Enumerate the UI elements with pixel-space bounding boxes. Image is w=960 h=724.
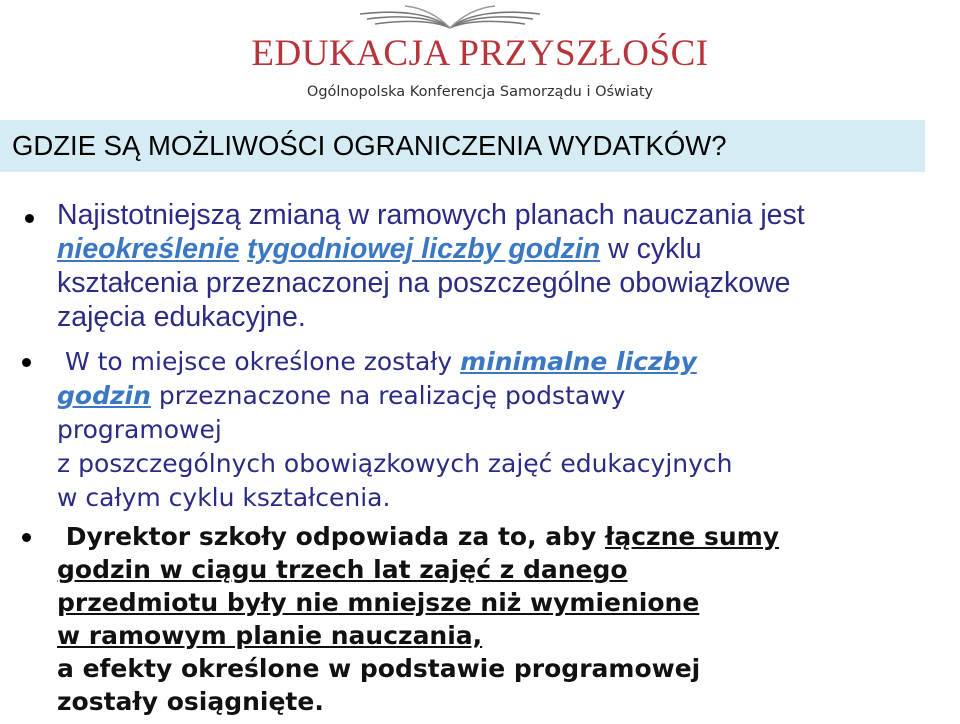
bullet-3 [57, 520, 957, 718]
bullet-2-line-2-rest: przeznaczone na realizację podstawy [150, 381, 626, 410]
brand-subtitle: Ogólnopolska Konferencja Samorządu i Oświaty [306, 84, 654, 100]
bullet-1-line-1: Najistotniejszą zmianą w ramowych planach nauczania jest [57, 199, 805, 231]
bullet-dot [22, 358, 31, 367]
emphasis-minimalne: minimalne liczby [460, 347, 697, 376]
bullet-2-line-1 [57, 345, 957, 379]
bullet-3-lead: Dyrektor szkoły odpowiada za to, aby [65, 522, 606, 551]
emphasis-tygodniowej: tygodniowej liczby godzin [247, 233, 601, 265]
emphasis-godzin: godzin [57, 381, 151, 410]
bullet-1-line-4: zajęcia edukacyjne. [57, 301, 306, 333]
bullet-3-line-3: przedmiotu były nie mniejsze niż wymienione [57, 588, 700, 617]
bullet-1-line-2 [57, 232, 957, 266]
bullet-1 [57, 198, 957, 334]
bullet-dot [25, 214, 34, 223]
bullet-3-line-1 [57, 520, 957, 553]
bullet-2-line-2 [57, 379, 957, 413]
bullet-dot [22, 533, 31, 542]
title-bar [0, 120, 925, 172]
bullet-2-line-3: programowej [57, 415, 222, 444]
bullet-3-line-4: w ramowym planie nauczania, [57, 621, 483, 650]
bullet-2-line-4: z poszczególnych obowiązkowych zajęć edukacyjnych [57, 449, 733, 478]
brand-name: EDUKACJA PRZYSZŁOŚCI [251, 33, 709, 74]
emphasis-nieokreslenie: nieokreślenie [57, 233, 240, 265]
bullet-1-line-3: kształcenia przeznaczonej na poszczególne obowiązkowe [57, 267, 791, 299]
slide-title: GDZIE SĄ MOŻLIWOŚCI OGRANICZENIA WYDATKÓW? [12, 130, 727, 161]
conference-logo [0, 0, 960, 110]
bullet-3-line-2: godzin w ciągu trzech lat zajęć z danego [57, 555, 628, 584]
bullet-2 [57, 345, 957, 515]
bullet-3-line-5: a efekty określone w podstawie programowej [57, 654, 701, 683]
bullet-1-line-2-rest: w cyklu [600, 233, 702, 265]
bullet-3-line-6: zostały osiągnięte. [57, 687, 324, 716]
bullet-2-line-5: w całym cyklu kształcenia. [57, 483, 391, 512]
underline-laczne: łączne sumy [605, 522, 780, 551]
open-book-icon [355, 2, 545, 32]
bullet-2-lead: W to miejsce określone zostały [64, 347, 461, 376]
